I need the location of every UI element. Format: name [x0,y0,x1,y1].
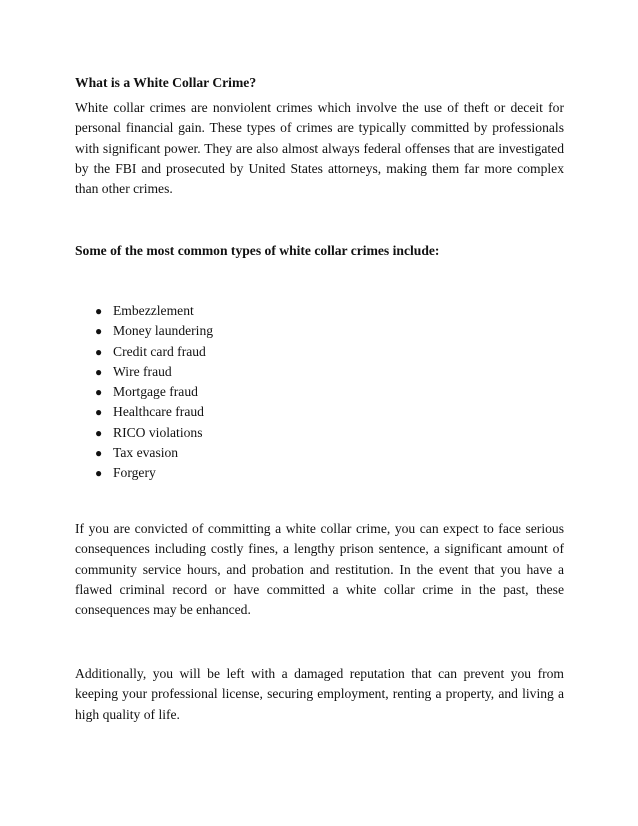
additional-paragraph: Additionally, you will be left with a damaged reputation that can prevent you from keeping your professional license, securing employment, renting a property, and living a high quality of life. [75,666,564,722]
page-title: What is a White Collar Crime? [75,75,257,90]
list-item [75,463,375,483]
bullet-icon: ● [95,385,103,400]
list-item-label: Forgery [113,465,156,481]
bullet-icon: ● [95,425,103,440]
crime-types-list [75,301,375,484]
list-item-label: Embezzlement [113,303,194,318]
list-item-label: Mortgage fraud [113,384,198,400]
list-item [75,402,375,422]
list-item [75,443,375,463]
bullet-icon: ● [95,466,103,481]
list-item-label: Healthcare fraud [113,404,204,420]
intro-paragraph: White collar crimes are nonviolent crimes which involve the use of theft or deceit for personal financial gain. These types of crimes are typically committed by professionals with significant power. They are also almost always federal offenses that are investigated by the FBI and prosecuted by United States attorneys, making them far more complex than other crimes. [75,100,564,197]
list-item [75,382,375,402]
list-item [75,321,375,341]
list-item-label: RICO violations [113,424,203,440]
list-item [75,423,375,443]
consequences-paragraph: If you are convicted of committing a white collar crime, you can expect to face serious consequences including costly fines, a lengthy prison sentence, a significant amount of community service hours, and probation and restitution. In the event that you have a flawed criminal record or have committed a white collar crime in the past, these consequences may be enhanced. [75,521,564,618]
list-item-label: Credit card fraud [113,343,206,359]
bullet-icon: ● [95,405,103,420]
list-item-label: Tax evasion [113,445,179,461]
list-item-label: Wire fraud [113,363,172,379]
bullet-icon: ● [95,446,103,461]
list-item-label: Money laundering [113,323,214,339]
bullet-icon: ● [95,324,103,339]
list-heading: Some of the most common types of white collar crimes include: [75,243,440,258]
list-item [75,342,375,362]
bullet-icon: ● [95,304,103,318]
bullet-icon: ● [95,344,103,359]
list-item [75,362,375,382]
bullet-icon: ● [95,364,103,379]
list-item [75,301,375,321]
